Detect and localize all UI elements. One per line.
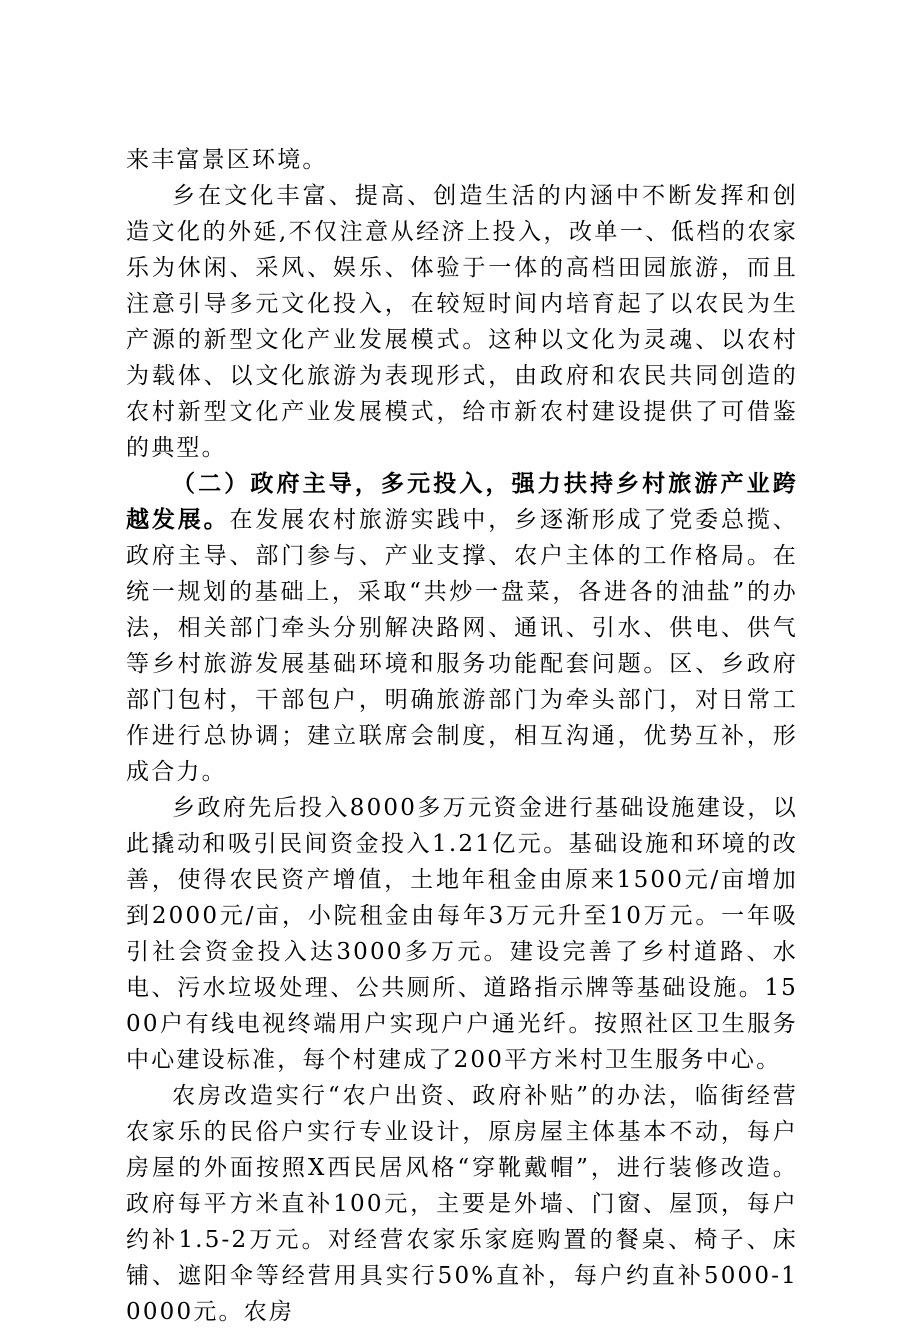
- paragraph-2: [126, 178, 798, 466]
- paragraph-1-text: 来丰富景区环境。: [126, 147, 328, 173]
- paragraph-1: [126, 142, 798, 178]
- paragraph-2-text: 乡在文化丰富、提高、创造生活的内涵中不断发挥和创造文化的外延,不仅注意从经济上投入，改单一、低档的农家乐为休闲、采风、娱乐、体验于一体的高档田园旅游，而且注意引导多元文化投入，在较短时间内培育起了以农民为生产源的新型文化产业发展模式。这种以文化为灵魂、以农村为载体、以文化旅游为表现形式，由政府和农民共同创造的农村新型文化产业发展模式，给市新农村建设提供了可借鉴的典型。: [126, 183, 798, 461]
- paragraph-5: [126, 1078, 798, 1330]
- body-text: [126, 142, 798, 1330]
- paragraph-4-text: 乡政府先后投入8000多万元资金进行基础设施建设，以此撬动和吸引民间资金投入1.21亿元。基础设施和环境的改善，使得农民资产增值，土地年租金由原来1500元/亩增加到2000元/亩，小院租金由每年3万元升至10万元。一年吸引社会资金投入达3000多万元。建设完善了乡村道路、水电、污水垃圾处理、公共厕所、道路指示牌等基础设施。1500户有线电视终端用户实现户户通光纤。按照社区卫生服务中心建设标准，每个村建成了200平方米村卫生服务中心。: [126, 795, 798, 1073]
- paragraph-5-text: 农房改造实行“农户出资、政府补贴”的办法，临街经营农家乐的民俗户实行专业设计，原房屋主体基本不动，每户房屋的外面按照X西民居风格“穿靴戴帽”，进行装修改造。政府每平方米直补100元，主要是外墙、门窗、屋顶，每户约补1.5-2万元。对经营农家乐家庭购置的餐桌、椅子、床铺、遮阳伞等经营用具实行50%直补，每户约直补5000-10000元。农房: [126, 1083, 798, 1325]
- paragraph-4: [126, 790, 798, 1078]
- paragraph-3: [126, 466, 798, 790]
- section-heading: （二）政府主导，多元投入，强力扶持乡村旅游产业跨越发展。: [126, 470, 798, 533]
- paragraph-3-text: 在发展农村旅游实践中，乡逐渐形成了党委总揽、政府主导、部门参与、产业支撑、农户主体的工作格局。在统一规划的基础上，采取“共炒一盘菜，各进各的油盐”的办法，相关部门牵头分别解决路网、通讯、引水、供电、供气等乡村旅游发展基础环境和服务功能配套问题。区、乡政府部门包村，干部包户，明确旅游部门为牵头部门，对日常工作进行总协调；建立联席会制度，相互沟通，优势互补，形成合力。: [126, 507, 798, 785]
